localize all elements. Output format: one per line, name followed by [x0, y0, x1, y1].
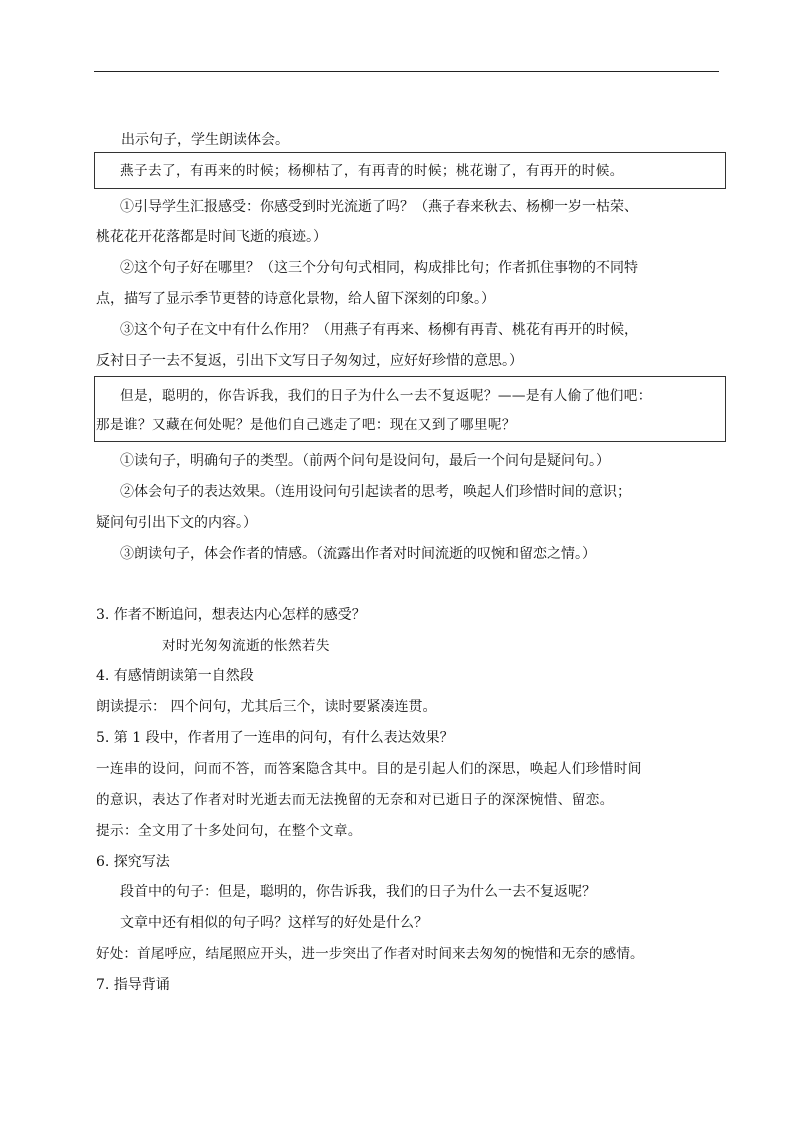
text-line: 段首中的句子：但是，聪明的，你告诉我，我们的日子为什么一去不复返呢？	[120, 884, 596, 900]
text-line: 文章中还有相似的句子吗？这样写的好处是什么？	[120, 915, 428, 931]
text-line: 出示句子，学生朗读体会。	[121, 132, 289, 148]
question-heading: 4. 有感情朗读第一自然段	[96, 668, 254, 684]
text-line: ①读句子，明确句子的类型。（前两个问句是设问句，最后一个问句是疑问句。）	[120, 453, 610, 469]
question-heading: 3. 作者不断追问，想表达内心怎样的感受？	[96, 607, 366, 623]
answer-line: 提示：全文用了十多处问句，在整个文章。	[96, 823, 362, 839]
quote-line: 燕子去了，有再来的时候；杨柳枯了，有再青的时候；桃花谢了，有再开的时候。	[120, 163, 624, 179]
text-line: ②体会句子的表达效果。（连用设问句引起读者的思考，唤起人们珍惜时间的意识；	[120, 484, 631, 500]
text-line: ①引导学生汇报感受：你感受到时光流逝了吗？（燕子春来秋去、杨柳一岁一枯荣、	[120, 199, 638, 215]
answer-line: 的意识，表达了作者对时光逝去而无法挽留的无奈和对已逝日子的深深惋惜、留恋。	[96, 792, 614, 808]
text-line: 疑问句引出下文的内容。）	[96, 515, 257, 531]
question-heading: 5. 第 1 段中，作者用了一连串的问句，有什么表达效果？	[96, 730, 454, 746]
text-line: 桃花花开花落都是时间飞逝的痕迹。）	[96, 229, 327, 245]
question-heading: 6. 探究写法	[96, 854, 170, 870]
text-line: ②这个句子好在哪里？（这三个分句句式相同，构成排比句；作者抓住事物的不同特	[120, 260, 638, 276]
answer-line: 一连串的设问，问而不答，而答案隐含其中。目的是引起人们的深思，唤起人们珍惜时间	[96, 761, 642, 777]
header-rule	[94, 71, 719, 72]
answer-line: 好处：首尾呼应，结尾照应开头，进一步突出了作者对时间来去匆匆的惋惜和无奈的感情。	[96, 946, 644, 962]
question-heading: 7. 指导背诵	[96, 977, 170, 993]
text-line: 反衬日子一去不复返，引出下文写日子匆匆过，应好好珍惜的意思。）	[96, 353, 523, 369]
text-line: 朗读提示： 四个问句，尤其后三个，读时要紧凑连贯。	[96, 699, 437, 715]
answer-line: 对时光匆匆流逝的怅然若失	[162, 638, 330, 654]
text-line: 点，描写了显示季节更替的诗意化景物，给人留下深刻的印象。）	[96, 291, 495, 307]
quote-line: 那是谁？又藏在何处呢？是他们自己逃走了吧：现在又到了哪里呢？	[96, 417, 516, 433]
text-line: ③这个句子在文中有什么作用？（用燕子有再来、杨柳有再青、桃花有再开的时候，	[120, 322, 638, 338]
text-line: ③朗读句子，体会作者的情感。（流露出作者对时间流逝的叹惋和留恋之情。）	[120, 546, 596, 562]
quote-line: 但是，聪明的，你告诉我，我们的日子为什么一去不复返呢？——是有人偷了他们吧：	[120, 388, 652, 404]
